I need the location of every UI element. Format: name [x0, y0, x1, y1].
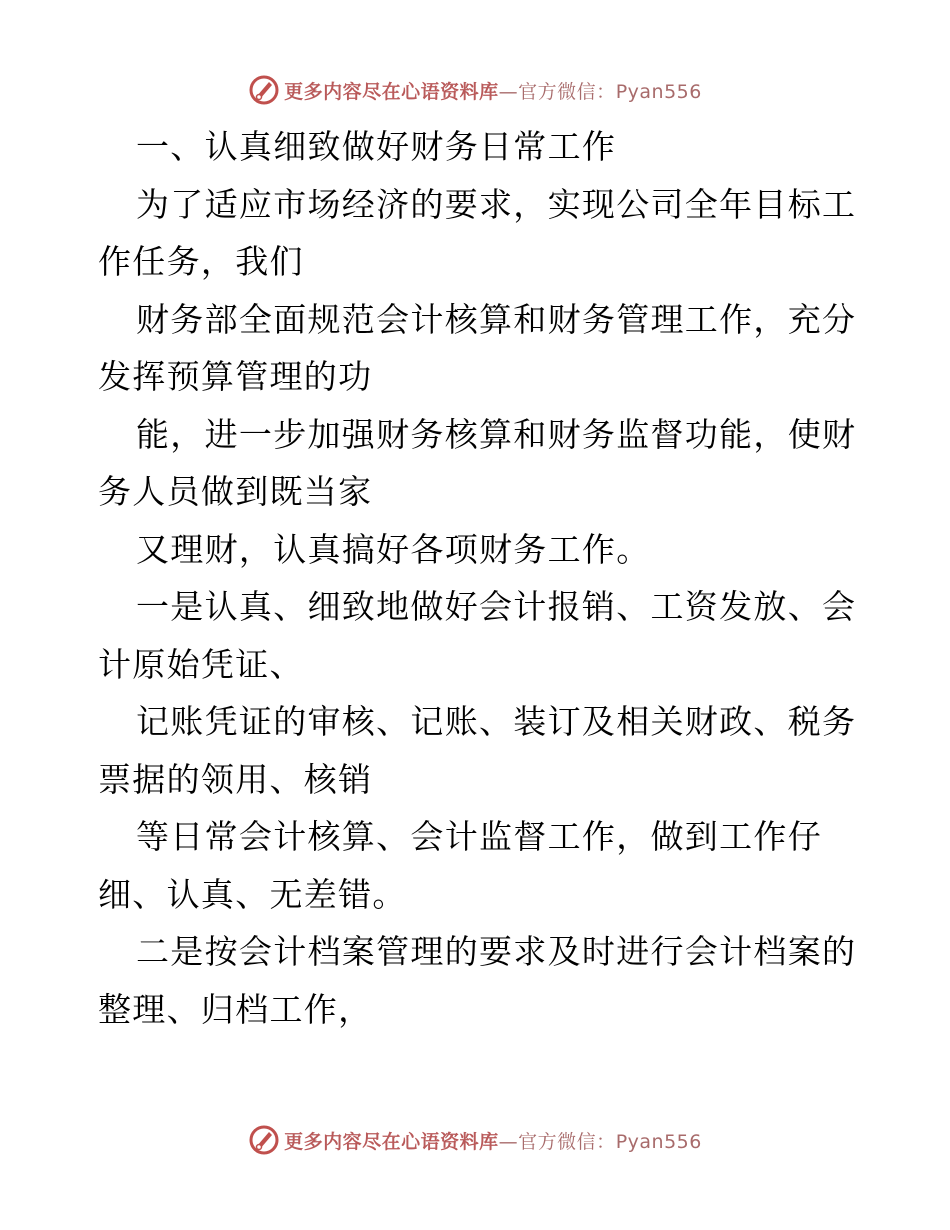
watermark-main-text: 更多内容尽在心语资料库	[284, 1130, 499, 1153]
text-line: 又理财，认真搞好各项财务工作。	[136, 529, 651, 569]
text-line: 二是按会计档案管理的要求及时进行会计档案的	[136, 932, 857, 971]
red-seal-pen-icon	[248, 74, 280, 106]
text-line: 计原始凭证、	[98, 644, 304, 684]
watermark-separator: —	[498, 80, 519, 103]
watermark-official-label: 官方微信：	[518, 80, 616, 103]
red-seal-pen-icon	[248, 1124, 280, 1156]
watermark-separator: —	[498, 1130, 519, 1153]
text-line: 记账凭证的审核、记账、装订及相关财政、税务	[136, 702, 857, 741]
watermark-wechat-id: Pyan556	[615, 1130, 702, 1153]
watermark-main-text: 更多内容尽在心语资料库	[284, 80, 499, 103]
header-watermark	[0, 68, 950, 112]
text-line: 票据的领用、核销	[98, 759, 373, 799]
watermark-wechat-id: Pyan556	[615, 80, 702, 103]
footer-watermark	[0, 1118, 950, 1162]
text-line: 财务部全面规范会计核算和财务管理工作，充分	[136, 299, 857, 339]
text-line: 作任务，我们	[98, 242, 304, 281]
watermark-official-label: 官方微信：	[518, 1130, 616, 1153]
text-line: 整理、归档工作，	[98, 989, 373, 1029]
document-body	[98, 118, 858, 1038]
text-line: 一是认真、细致地做好会计报销、工资发放、会	[136, 587, 857, 626]
text-line: 等日常会计核算、会计监督工作，做到工作仔	[136, 817, 822, 856]
text-line: 细、认真、无差错。	[98, 874, 407, 914]
text-line: 发挥预算管理的功	[98, 357, 373, 396]
text-line: 能，进一步加强财务核算和财务监督功能，使财	[136, 414, 857, 454]
text-line: 务人员做到既当家	[98, 472, 373, 511]
text-line: 一、认真细致做好财务日常工作	[136, 127, 617, 166]
text-line: 为了适应市场经济的要求，实现公司全年目标工	[136, 184, 857, 224]
